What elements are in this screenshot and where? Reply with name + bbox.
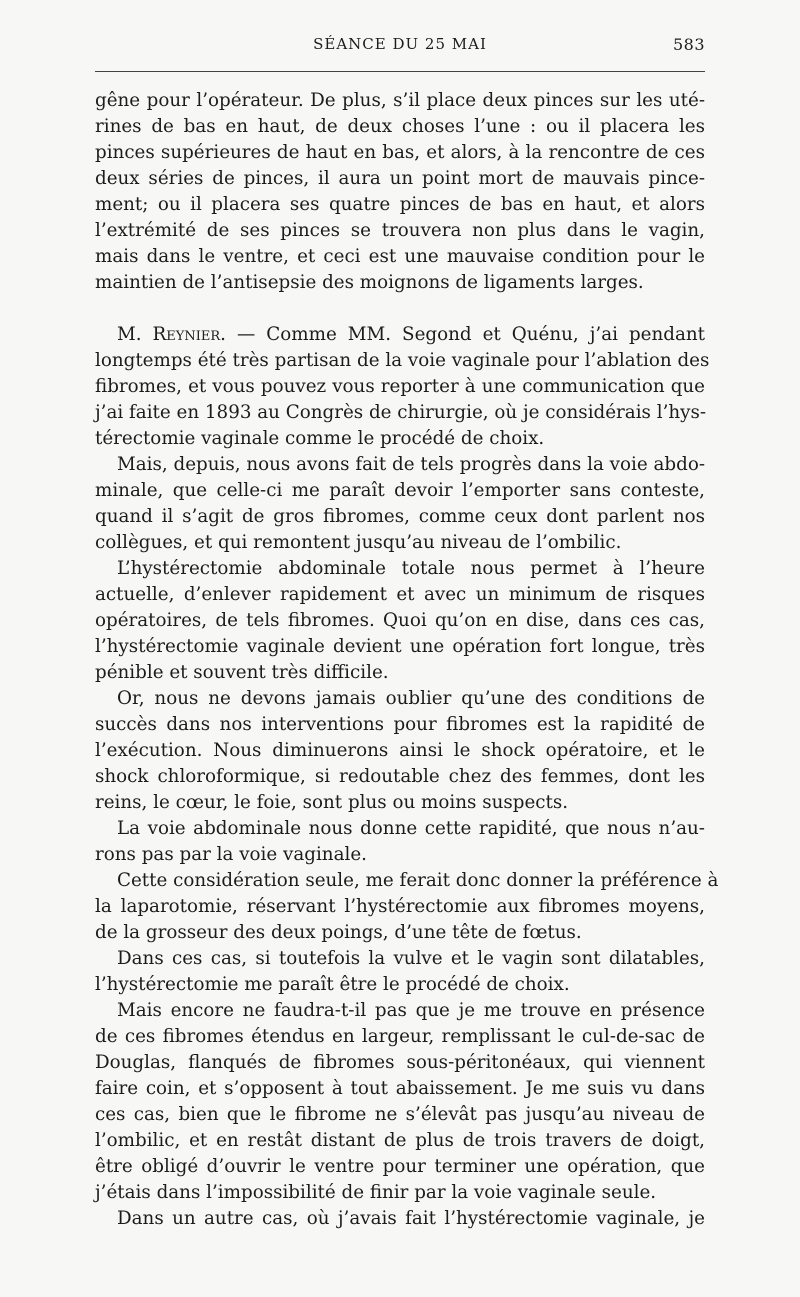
text-line: rines de bas en haut, de deux choses l’une : ou il placera les bbox=[95, 116, 705, 137]
text-line: être obligé d’ouvrir le ventre pour terminer une opération, que bbox=[95, 1156, 705, 1177]
text-line: j’étais dans l’impossibilité de finir par la voie vaginale seule. bbox=[95, 1182, 657, 1203]
text-line: Mais, depuis, nous avons fait de tels progrès dans la voie abdo- bbox=[117, 454, 705, 475]
paragraph bbox=[95, 998, 705, 1206]
paragraph-gap bbox=[95, 296, 705, 322]
text-line: mais dans le ventre, et ceci est une mauvaise condition pour le bbox=[95, 246, 705, 267]
text-line: collègues, et qui remontent jusqu’au niveau de l’ombilic. bbox=[95, 532, 622, 553]
text-line: longtemps été très partisan de la voie vaginale pour l’ablation des bbox=[95, 350, 710, 371]
paragraph-continuation bbox=[95, 88, 705, 296]
text-line: térectomie vaginale comme le procédé de choix. bbox=[95, 428, 545, 449]
text-line: Cette considération seule, me ferait donc donner la préférence à bbox=[117, 870, 719, 891]
text-line: pinces supérieures de haut en bas, et alors, à la rencontre de ces bbox=[95, 142, 705, 163]
text-line: de ces fibromes étendus en largeur, remplissant le cul-de-sac de bbox=[95, 1026, 705, 1047]
text-line: de la grosseur des deux poings, d’une tête de fœtus. bbox=[95, 922, 582, 943]
text-line: La voie abdominale nous donne cette rapidité, que nous n’au- bbox=[117, 818, 705, 839]
text-line: l’ombilic, et en restât distant de plus de trois travers de doigt, bbox=[95, 1130, 705, 1151]
text-line: L’hystérectomie abdominale totale nous permet à l’heure bbox=[117, 558, 705, 579]
text-line: opératoires, de tels fibromes. Quoi qu’on en dise, dans ces cas, bbox=[95, 610, 705, 631]
text-line: l’hystérectomie vaginale devient une opération fort longue, très bbox=[95, 636, 705, 657]
text-line: succès dans nos interventions pour fibromes est la rapidité de bbox=[95, 714, 705, 735]
paragraph bbox=[95, 556, 705, 686]
text-line: faire coin, et s’opposent à tout abaissement. Je me suis vu dans bbox=[95, 1078, 705, 1099]
text-line: l’exécution. Nous diminuerons ainsi le shock opératoire, et le bbox=[95, 740, 705, 761]
speaker-name: M. Reynier. bbox=[117, 324, 226, 345]
text-line: fibromes, et vous pouvez vous reporter à une communication que bbox=[95, 376, 705, 397]
body-text bbox=[95, 88, 719, 1232]
text-line: rons pas par la voie vaginale. bbox=[95, 844, 367, 865]
speaker-line bbox=[95, 322, 705, 348]
paragraph-speaker-reynier bbox=[95, 322, 710, 452]
text-line: deux séries de pinces, il aura un point mort de mauvais pince- bbox=[95, 168, 705, 189]
text-line: l’hystérectomie me paraît être le procédé de choix. bbox=[95, 974, 570, 995]
text-line: ment; ou il placera ses quatre pinces de bas en haut, et alors bbox=[95, 194, 705, 215]
paragraph bbox=[95, 452, 705, 556]
text-line: Dans un autre cas, où j’avais fait l’hystérectomie vaginale, je bbox=[117, 1208, 705, 1229]
text-line: Or, nous ne devons jamais oublier qu’une des conditions de bbox=[117, 688, 705, 709]
text-line: l’extrémité de ses pinces se trouvera non plus dans le vagin, bbox=[95, 220, 705, 241]
paragraph bbox=[95, 816, 705, 868]
text-line: ces cas, bien que le fibrome ne s’élevât pas jusqu’au niveau de bbox=[95, 1104, 705, 1125]
speaker-line-rest: — Comme MM. Segond et Quénu, j’ai pendant bbox=[225, 324, 705, 345]
text-line: gêne pour l’opérateur. De plus, s’il place deux pinces sur les uté- bbox=[95, 90, 705, 111]
text-line: pénible et souvent très difficile. bbox=[95, 662, 389, 683]
text-line: quand il s’agit de gros fibromes, comme ceux dont parlent nos bbox=[95, 506, 705, 527]
text-line: minale, que celle-ci me paraît devoir l’emporter sans conteste, bbox=[95, 480, 705, 501]
text-line: la laparotomie, réservant l’hystérectomie aux fibromes moyens, bbox=[95, 896, 705, 917]
paragraph bbox=[95, 868, 719, 946]
page-number: 583 bbox=[672, 35, 705, 54]
text-line: Dans ces cas, si toutefois la vulve et le vagin sont dilatables, bbox=[117, 948, 705, 969]
text-line: Douglas, flanqués de fibromes sous-péritonéaux, qui viennent bbox=[95, 1052, 705, 1073]
text-line: j’ai faite en 1893 au Congrès de chirurgie, où je considérais l’hys- bbox=[95, 402, 707, 423]
running-header bbox=[95, 35, 705, 57]
text-line: maintien de l’antisepsie des moignons de ligaments larges. bbox=[95, 272, 644, 293]
text-line: reins, le cœur, le foie, sont plus ou moins suspects. bbox=[95, 792, 569, 813]
header-rule bbox=[95, 71, 705, 72]
paragraph bbox=[95, 946, 705, 998]
text-line: Mais encore ne faudra-t-il pas que je me trouve en présence bbox=[117, 1000, 705, 1021]
paragraph bbox=[95, 686, 705, 816]
text-line: shock chloroformique, si redoutable chez des femmes, dont les bbox=[95, 766, 705, 787]
text-line: actuelle, d’enlever rapidement et avec un minimum de risques bbox=[95, 584, 705, 605]
paragraph bbox=[95, 1206, 705, 1232]
header-title: SÉANCE DU 25 MAI bbox=[313, 35, 487, 53]
